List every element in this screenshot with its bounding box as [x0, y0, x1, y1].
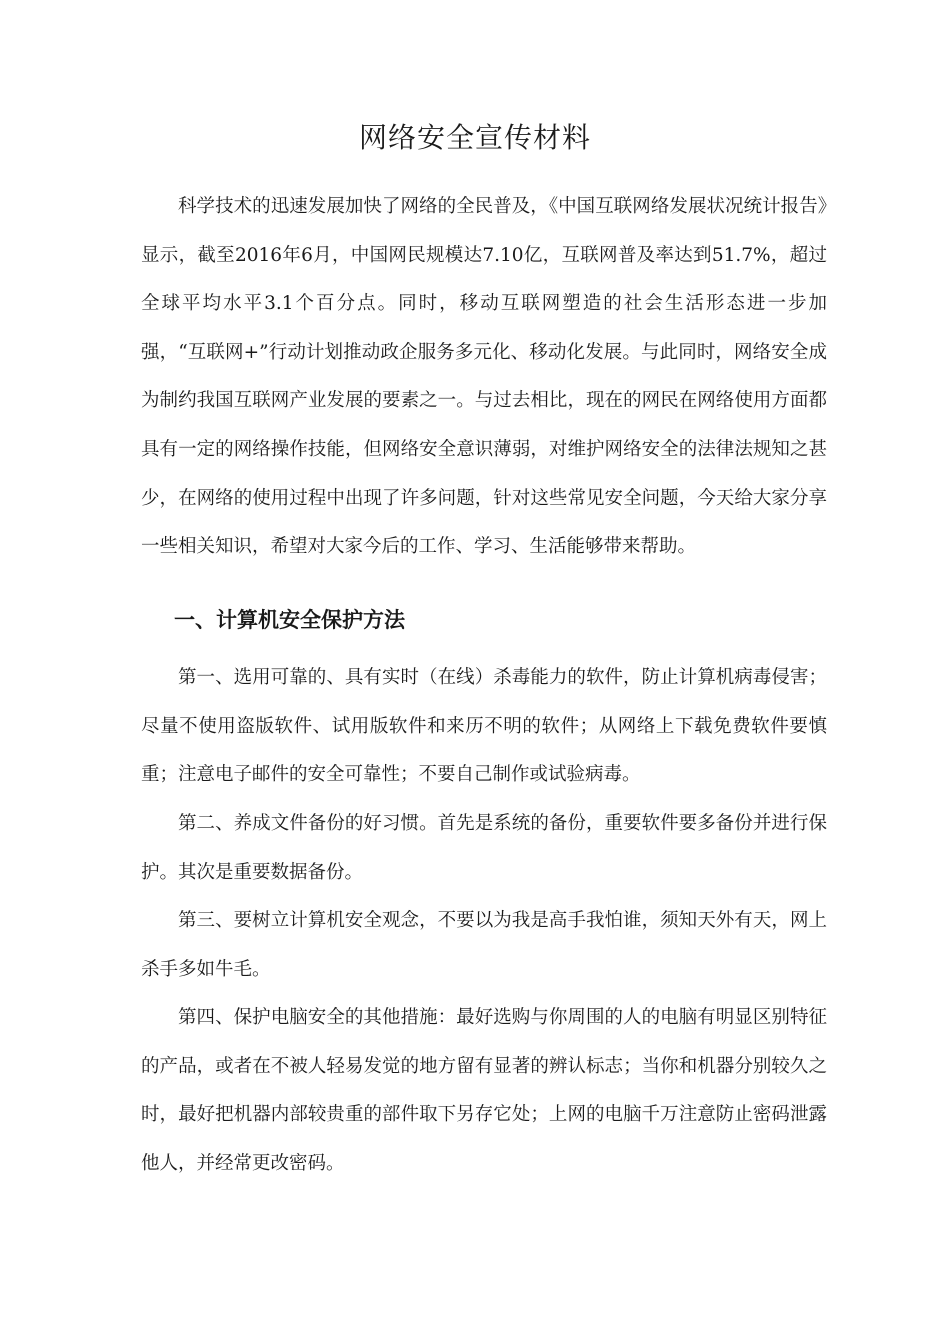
- paragraph-fourth: 第四、保护电脑安全的其他措施：最好选购与你周围的人的电脑有明显区别特征的产品，或者在不被人轻易发觉的地方留有显著的辨认标志；当你和机器分别较久之时，最好把机器内部较贵重的部件取下另存它处；上网的电脑千万注意防止密码泄露他人，并经常更改密码。: [141, 1007, 827, 1174]
- section-heading: 一、计算机安全保护方法: [174, 608, 405, 632]
- document-title: 网络安全宣传材料: [358, 121, 591, 154]
- paragraph-first: 第一、选用可靠的、具有实时（在线）杀毒能力的软件，防止计算机病毒侵害；尽量不使用盗版软件、试用版软件和来历不明的软件；从网络上下载免费软件要慎重；注意电子邮件的安全可靠性；不要自己制作或试验病毒。: [141, 667, 827, 786]
- intro-paragraph: 科学技术的迅速发展加快了网络的全民普及，《中国互联网络发展状况统计报告》显示，截至2016年6月，中国网民规模达7.10亿，互联网普及率达到51.7%，超过全球平均水平3.1个百分点。同时，移动互联网塑造的社会生活形态进一步加强，“互联网+”行动计划推动政企服务多元化、移动化发展。与此同时，网络安全成为制约我国互联网产业发展的要素之一。与过去相比，现在的网民在网络使用方面都具有一定的网络操作技能，但网络安全意识薄弱，对维护网络安全的法律法规知之甚少，在网络的使用过程中出现了许多问题，针对这些常见安全问题，今天给大家分享一些相关知识，希望对大家今后的工作、学习、生活能够带来帮助。: [141, 196, 827, 558]
- paragraph-third: 第三、要树立计算机安全观念，不要以为我是高手我怕谁，须知天外有天，网上杀手多如牛毛。: [141, 910, 827, 980]
- paragraph-second: 第二、养成文件备份的好习惯。首先是系统的备份，重要软件要多备份并进行保护。其次是重要数据备份。: [141, 813, 827, 883]
